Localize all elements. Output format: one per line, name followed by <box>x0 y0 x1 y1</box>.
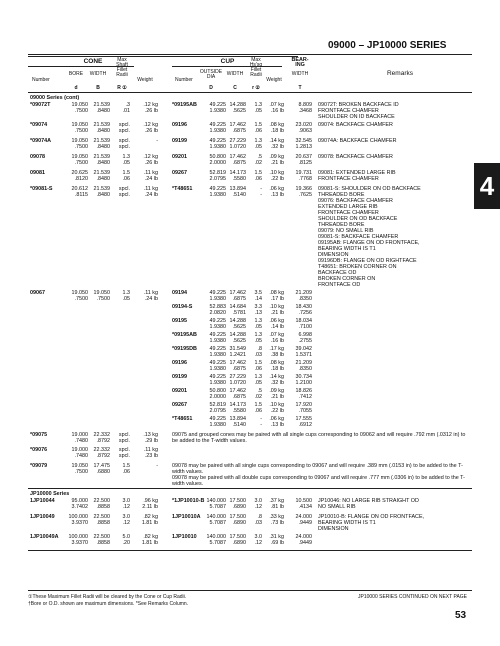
cup-cell: 30.734 1.2100 <box>295 374 312 386</box>
col-outside: OUTSIDE DIA <box>199 69 223 80</box>
cone-cell: 21.539 .8480 <box>93 154 110 166</box>
cone-cell: 21.539 .8480 <box>93 170 110 182</box>
cone-cell: 1.3 .05 <box>122 290 130 302</box>
cup-cell: - - <box>260 416 262 428</box>
col-cup-width: WIDTH <box>226 71 244 77</box>
col-hsg-sym: r ② <box>252 85 260 91</box>
cup-cell: 10.500 .4134 <box>295 498 312 510</box>
cone-cell: - <box>156 138 158 144</box>
cup-cell: 09194 <box>172 290 187 296</box>
cup-cell: .37 kg .81 lb <box>269 498 284 510</box>
col-width: WIDTH <box>89 71 107 77</box>
cup-cell: *09195DB <box>172 346 197 352</box>
cone-cell: *09075 <box>30 432 48 438</box>
cup-cell: 49.225 1.9380 <box>209 138 226 150</box>
cup-cell: 1.5 .06 <box>254 170 262 182</box>
cone-cell: 20.625 .8120 <box>71 170 88 182</box>
remark-line: BROKEN CORNER ON <box>318 276 376 282</box>
cone-cell: 19.050 .7500 <box>71 138 88 150</box>
cone-cell: 1JP10049 <box>30 514 55 520</box>
cup-cell: 49.225 1.9380 <box>209 346 226 358</box>
cup-cell: .07 kg .16 lb <box>269 102 284 114</box>
cone-cell: 21.539 .8480 <box>93 186 110 198</box>
cup-cell: 17.555 .6912 <box>295 416 312 428</box>
cup-cell: 1.3 .05 <box>254 318 262 330</box>
cup-cell: 27.229 1.0720 <box>229 138 246 150</box>
cup-cell: .07 kg .16 lb <box>269 332 284 344</box>
remark-line: DIMENSION <box>318 526 349 532</box>
cup-cell: .10 kg .21 lb <box>269 304 284 316</box>
cup-cell: 3.3 .13 <box>254 304 262 316</box>
cup-cell: 24.000 .9449 <box>295 514 312 526</box>
remark-line: 09079: NO SMALL RIB <box>318 228 374 234</box>
cup-cell: 52.883 2.0820 <box>209 304 226 316</box>
cup-cell: 17.500 .6890 <box>229 498 246 510</box>
cone-cell: .12 kg .26 lb <box>143 122 158 134</box>
cup-cell: 140.000 5.7087 <box>206 498 226 510</box>
cone-cell: spcl. spcl. <box>118 186 130 198</box>
cup-cell: 09201 <box>172 154 187 160</box>
remark-line: DIMENSION <box>318 252 349 258</box>
col-outside-sym: D <box>209 85 213 91</box>
cup-cell: 14.288 .5625 <box>229 318 246 330</box>
page-title: 09000 – JP10000 SERIES <box>328 40 447 51</box>
cup-cell: .17 kg .38 lb <box>269 346 284 358</box>
cup-cell: 14.288 .5625 <box>229 332 246 344</box>
col-bore: BORE <box>68 71 84 77</box>
remark-line: JP10010-B: FLANGE ON OD FRONTFACE, <box>318 514 425 520</box>
cup-cell: 27.229 1.0720 <box>229 374 246 386</box>
cup-cell: .08 kg .18 lb <box>269 360 284 372</box>
remark-line: SHOULDER ON OD BACKFACE <box>318 216 398 222</box>
cone-cell: .11 kg .23 lb <box>143 447 158 459</box>
cup-cell: 49.225 1.9380 <box>209 318 226 330</box>
cup-cell: 140.000 5.7087 <box>206 534 226 546</box>
cup-cell: 1.3 .05 <box>254 102 262 114</box>
cup-cell: 49.225 1.9380 <box>209 102 226 114</box>
remark-line: SHOULDER ON ID BACKFACE <box>318 114 395 120</box>
cup-cell: .31 kg .69 lb <box>269 534 284 546</box>
cup-cell: .08 kg .18 lb <box>269 122 284 134</box>
cup-cell: 09199 <box>172 374 187 380</box>
cup-cell: 49.225 1.9380 <box>209 374 226 386</box>
cup-cell: *09195AB <box>172 102 197 108</box>
cone-cell: .11 kg .24 lb <box>143 290 158 302</box>
cone-cell: 09081 <box>30 170 45 176</box>
cone-cell: 5.0 .20 <box>122 534 130 546</box>
cone-cell: 21.539 .8480 <box>93 138 110 150</box>
col-cup-number: Number <box>175 77 193 83</box>
cup-cell: *1JP10010-B <box>172 498 205 504</box>
section-label: 09000 Series (cont) <box>30 95 80 101</box>
remark-line: 09076: BACKFACE CHAMFER <box>318 198 393 204</box>
cone-cell: 95.000 3.7402 <box>71 498 88 510</box>
cup-cell: 17.462 .6875 <box>229 360 246 372</box>
section-rule <box>28 488 472 489</box>
cone-cell: 19.050 .7500 <box>71 122 88 134</box>
cup-cell: 1.5 .06 <box>254 402 262 414</box>
col-bearing-sym: T <box>298 85 302 91</box>
remark-line: EXTENDED LARGE RIB <box>318 204 378 210</box>
cup-cell: 14.173 .5580 <box>229 402 246 414</box>
remark-line: FRONTFACE OD <box>318 282 361 288</box>
cup-cell: 1.3 .05 <box>254 374 262 386</box>
page-number: 53 <box>455 610 467 621</box>
col-bearing-width: WIDTH <box>291 71 309 77</box>
cup-cell: .5 .02 <box>254 388 262 400</box>
cup-cell: 23.020 .9063 <box>295 122 312 134</box>
footer-rule <box>28 590 472 591</box>
cone-cell: *09081-S <box>30 186 53 192</box>
footnote-1: ①These Maximum Fillet Radii will be cleared by the Cone or Cup Radii. <box>28 594 187 600</box>
cup-cell: 19.366 .7625 <box>295 186 312 198</box>
cone-cell: .12 kg .26 lb <box>143 154 158 166</box>
cup-cell: 49.225 1.9380 <box>209 332 226 344</box>
cone-cell: spcl. spcl. <box>118 138 130 150</box>
col-cup-weight: Weight <box>266 77 282 83</box>
row-note: 09078 may be paired with all single cups corresponding to 09067 and will require .389 mm (.0153 in) to be added to the T-width values. 09078 may be paired with all double cups corresponding to 09067 and will require .777 mm (.0306 in) to be added to the T-width values. <box>172 463 465 487</box>
cup-cell: 3.0 .12 <box>254 534 262 546</box>
cup-cell: .08 kg .17 lb <box>269 290 284 302</box>
title-rule <box>28 54 472 55</box>
cone-cell: *09079 <box>30 463 48 469</box>
cone-cell: 19.050 .7500 <box>93 290 110 302</box>
cup-cell: 13.894 .5140 <box>229 186 246 198</box>
cup-cell: 09267 <box>172 402 187 408</box>
cone-cell: .12 kg .26 lb <box>143 102 158 114</box>
cone-cell: *09074A <box>30 138 51 144</box>
cup-cell: 49.225 1.9380 <box>209 290 226 302</box>
cup-cell: .10 kg .22 lb <box>269 170 284 182</box>
cup-cell: .8 .03 <box>254 514 262 526</box>
cup-cell: .10 kg .22 lb <box>269 402 284 414</box>
remark-line: 09081-S: BACKFACE CHAMFER <box>318 234 399 240</box>
remark-line: BEARING WIDTH IS T1 <box>318 246 376 252</box>
remark-line: BEARING WIDTH IS T1 <box>318 520 376 526</box>
cup-cell: 1.3 .05 <box>254 138 262 150</box>
footnote-2: †Bore or O.D. shown are maximum dimensions. *See Remarks Column. <box>28 601 189 607</box>
cup-cell: 1.3 .05 <box>254 332 262 344</box>
remark-line: 09196DB: FLANGE ON OD RIGHTFACE <box>318 258 417 264</box>
remark-line: JP10046: NO LARGE RIB STRAIGHT OD <box>318 498 419 504</box>
cup-cell: 3.5 .14 <box>254 290 262 302</box>
cup-cell: *T48651 <box>172 186 193 192</box>
cup-cell: 49.225 1.9380 <box>209 186 226 198</box>
cup-cell: 52.819 2.0795 <box>209 402 226 414</box>
cone-cell: .11 kg .24 lb <box>143 170 158 182</box>
remark-line: T48651: BROKEN CORNER ON <box>318 264 397 270</box>
cone-cell: 1.3 .05 <box>122 154 130 166</box>
cone-cell: 1JP10044 <box>30 498 55 504</box>
cone-cell: .82 kg 1.81 lb <box>141 534 158 546</box>
remark-line: THREADED BORE <box>318 222 365 228</box>
section-rule <box>28 550 472 551</box>
remark-line: FRONTFACE CHAMFER <box>318 176 379 182</box>
cup-cell: 49.225 1.9380 <box>209 416 226 428</box>
cup-cell: *T48651 <box>172 416 193 422</box>
remark-line: 09078: BACKFACE CHAMFER <box>318 154 393 160</box>
remark-line: 09072T: BROKEN BACKFACE ID <box>318 102 399 108</box>
cup-cell: 1JP10010A <box>172 514 201 520</box>
cup-cell: 18.034 .7100 <box>295 318 312 330</box>
col-weight: Weight <box>137 77 153 83</box>
remark-line: THREADED BORE <box>318 192 365 198</box>
col-remarks: Remarks <box>386 70 413 77</box>
cup-cell: 14.684 .5781 <box>229 304 246 316</box>
cup-cell: 17.462 .6875 <box>229 122 246 134</box>
cup-cell: 20.637 .8125 <box>295 154 312 166</box>
cup-cell: 39.042 1.5371 <box>295 346 312 358</box>
cone-cell: 1.5 .06 <box>122 170 130 182</box>
group-bearing: BEAR- ING <box>291 57 309 68</box>
remark-line: 09081-S: SHOULDER ON OD BACKFACE <box>318 186 421 192</box>
cup-cell: 18.826 .7412 <box>295 388 312 400</box>
cup-cell: 31.549 1.2421 <box>229 346 246 358</box>
cup-cell: 6.998 .2755 <box>298 332 312 344</box>
cup-cell: *09195AB <box>172 332 197 338</box>
cone-cell: 22.500 .8858 <box>93 498 110 510</box>
cup-cell: 18.430 .7256 <box>295 304 312 316</box>
cone-cell: 22.500 .8858 <box>93 514 110 526</box>
cone-cell: 21.539 .8480 <box>93 122 110 134</box>
col-width-sym: B <box>96 85 100 91</box>
section-label: JP10000 Series <box>30 491 70 497</box>
col-hsg-fillet: Max Hs'sg Fillet Radii <box>249 57 263 78</box>
cup-cell: 09196 <box>172 122 187 128</box>
cup-cell: .5 .02 <box>254 154 262 166</box>
remark-line: FRONTFACE CHAMFER <box>318 210 379 216</box>
col-fillet-sym: R ① <box>117 85 127 91</box>
cone-cell: *09072T <box>30 102 51 108</box>
cup-cell: 09199 <box>172 138 187 144</box>
cup-cell: 21.209 .8350 <box>295 290 312 302</box>
cup-cell: 09194-S <box>172 304 193 310</box>
remark-line: NO SMALL RIB <box>318 504 356 510</box>
cup-cell: 1JP10010 <box>172 534 197 540</box>
cone-cell: 19.000 .7480 <box>71 447 88 459</box>
cup-cell: 1.5 .06 <box>254 360 262 372</box>
cup-cell: .09 kg .21 lb <box>269 388 284 400</box>
remark-line: 09074: BACKFACE CHAMFER <box>318 122 393 128</box>
cone-cell: *09076 <box>30 447 48 453</box>
header-rule-bottom <box>28 92 472 93</box>
cup-cell: .8 .03 <box>254 346 262 358</box>
cup-cell: 09196 <box>172 360 187 366</box>
cone-cell: 1.5 .06 <box>122 463 130 475</box>
cup-cell: 3.0 .12 <box>254 498 262 510</box>
cup-cell: .06 kg .14 lb <box>269 318 284 330</box>
remark-line: 09195AB: FLANGE ON OD FRONTFACE, <box>318 240 420 246</box>
cone-cell: - <box>156 463 158 469</box>
cone-cell: 22.500 .8858 <box>93 534 110 546</box>
cup-cell: 49.225 1.9380 <box>209 122 226 134</box>
col-fillet: Max Shaft Fillet Radii <box>116 57 128 78</box>
cup-cell: 49.225 1.9380 <box>209 360 226 372</box>
cup-cell: 09201 <box>172 388 187 394</box>
cup-cell: .06 kg .13 lb <box>269 186 284 198</box>
cone-cell: *09074 <box>30 122 48 128</box>
row-note: 09075 and grouped cones may be paired with all single cups corresponding to 09062 and will require .792 mm (.0312 in) to be added to the T-width values. <box>172 432 467 444</box>
cone-cell: 22.332 .8792 <box>93 432 110 444</box>
cup-cell: 17.462 .6875 <box>229 290 246 302</box>
cone-cell: 09067 <box>30 290 45 296</box>
cone-cell: 17.475 .6880 <box>93 463 110 475</box>
cup-cell: 17.500 .6890 <box>229 514 246 526</box>
cone-cell: .11 kg .24 lb <box>143 186 158 198</box>
cup-cell: 1.5 .06 <box>254 122 262 134</box>
cone-cell: 19.000 .7480 <box>71 432 88 444</box>
cup-cell: 50.800 2.0000 <box>209 388 226 400</box>
cup-cell: 52.819 2.0795 <box>209 170 226 182</box>
remark-line: FRONTFACE CHAMFER <box>318 108 379 114</box>
cone-cell: .82 kg 1.81 lb <box>141 514 158 526</box>
cup-cell: 140.000 5.7087 <box>206 514 226 526</box>
cone-cell: 19.050 .7500 <box>71 154 88 166</box>
remark-line: BACKFACE OD <box>318 270 357 276</box>
col-cup-width-sym: C <box>233 85 237 91</box>
continued-note: JP10000 SERIES CONTINUED ON NEXT PAGE <box>358 594 468 600</box>
cup-cell: 24.000 .9449 <box>295 534 312 546</box>
cone-cell: .3 .01 <box>122 102 130 114</box>
cup-cell: .33 kg .73 lb <box>269 514 284 526</box>
remark-line: 09074A: BACKFACE CHAMFER <box>318 138 397 144</box>
col-number: Number <box>32 77 50 83</box>
cup-cell: 09267 <box>172 170 187 176</box>
cup-cell: 14.173 .5580 <box>229 170 246 182</box>
cone-cell: 100.000 3.9370 <box>68 534 88 546</box>
cup-cell: 14.288 .5625 <box>229 102 246 114</box>
col-bore-sym: d <box>74 85 78 91</box>
header-cup-rule <box>172 66 282 67</box>
cone-cell: 1JP10049A <box>30 534 59 540</box>
group-cone: CONE <box>83 58 103 65</box>
cone-cell: 3.0 .12 <box>122 498 130 510</box>
cone-cell: 19.050 .7500 <box>71 463 88 475</box>
cup-cell: 13.894 .5140 <box>229 416 246 428</box>
cone-cell: 22.332 .8792 <box>93 447 110 459</box>
cone-cell: 3.0 .12 <box>122 514 130 526</box>
cone-cell: spcl. spcl. <box>118 447 130 459</box>
cone-cell: 09078 <box>30 154 45 160</box>
cup-cell: 17.462 .6875 <box>229 388 246 400</box>
cone-cell: .96 kg 2.11 lb <box>142 498 158 510</box>
cup-cell: 17.462 .6875 <box>229 154 246 166</box>
cone-cell: 20.612 .8115 <box>71 186 88 198</box>
cone-cell: 19.050 .7500 <box>71 290 88 302</box>
cone-cell: .13 kg .29 lb <box>143 432 158 444</box>
cup-cell: .14 kg .32 lb <box>269 374 284 386</box>
cone-cell: 19.050 .7500 <box>71 102 88 114</box>
cup-cell: .09 kg .21 lb <box>269 154 284 166</box>
section-tab: 4 <box>474 163 500 209</box>
cone-cell: spcl. spcl. <box>118 122 130 134</box>
group-cup: CUP <box>220 58 235 65</box>
cup-cell: 17.920 .7055 <box>295 402 312 414</box>
cup-cell: 21.209 .8350 <box>295 360 312 372</box>
remark-line: 09081: EXTENDED LARGE RIB <box>318 170 396 176</box>
cone-cell: 21.539 .8480 <box>93 102 110 114</box>
cup-cell: 32.545 1.2813 <box>295 138 312 150</box>
cup-cell: 8.809 .3468 <box>298 102 312 114</box>
cup-cell: - - <box>260 186 262 198</box>
cup-cell: .06 kg .13 lb <box>269 416 284 428</box>
cup-cell: 09195 <box>172 318 187 324</box>
cup-cell: 17.500 .6890 <box>229 534 246 546</box>
cup-cell: 50.800 2.0000 <box>209 154 226 166</box>
cone-cell: spcl. spcl. <box>118 432 130 444</box>
cup-cell: .14 kg .32 lb <box>269 138 284 150</box>
cone-cell: 100.000 3.9370 <box>68 514 88 526</box>
cup-cell: 19.731 .7768 <box>295 170 312 182</box>
